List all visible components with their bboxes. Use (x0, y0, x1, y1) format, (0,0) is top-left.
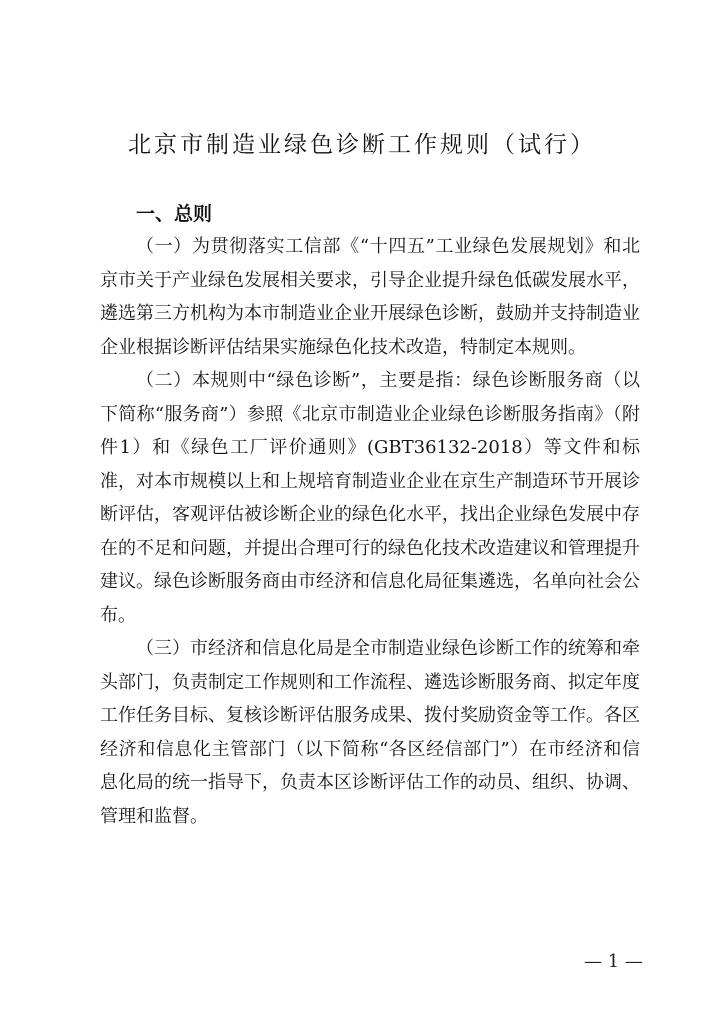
document-title: 北京市制造业绿色诊断工作规则（试行） (128, 132, 596, 158)
body-text (100, 230, 640, 833)
page-number: — 1 — (584, 951, 643, 972)
paragraph-1: （一）为贯彻落实工信部《“十四五”工业绿色发展规划》和北京市关于产业绿色发展相关要求，引导企业提升绿色低碳发展水平，遴选第三方机构为本市制造业企业开展绿色诊断，鼓励并支持制造业企业根据诊断评估结果实施绿色化技术改造，特制定本规则。 (100, 236, 640, 358)
paragraph-3: （三）市经济和信息化局是全市制造业绿色诊断工作的统筹和牵头部门，负责制定工作规则和工作流程、遴选诊断服务商、拟定年度工作任务目标、复核诊断评估服务成果、拨付奖励资金等工作。各区经济和信息化主管部门（以下简称“各区经信部门”）在市经济和信息化局的统一指导下，负责本区诊断评估工作的动员、组织、协调、管理和监督。 (100, 638, 640, 827)
section-heading-general-rules: 一、总则 (136, 203, 213, 225)
paragraph-2: （二）本规则中“绿色诊断”，主要是指：绿色诊断服务商（以下简称“服务商”）参照《北京市制造业企业绿色诊断服务指南》（附件1）和《绿色工厂评价通则》(GBT36132-2018）等文件和标准，对本市规模以上和上规培育制造业企业在京生产制造环节开展诊断评估，客观评估被诊断企业的绿色化水平，找出企业绿色发展中存在的不足和问题，并提出合理可行的绿色化技术改造建议和管理提升建议。绿色诊断服务商由市经济和信息化局征集遴选，名单向社会公布。 (100, 370, 640, 626)
